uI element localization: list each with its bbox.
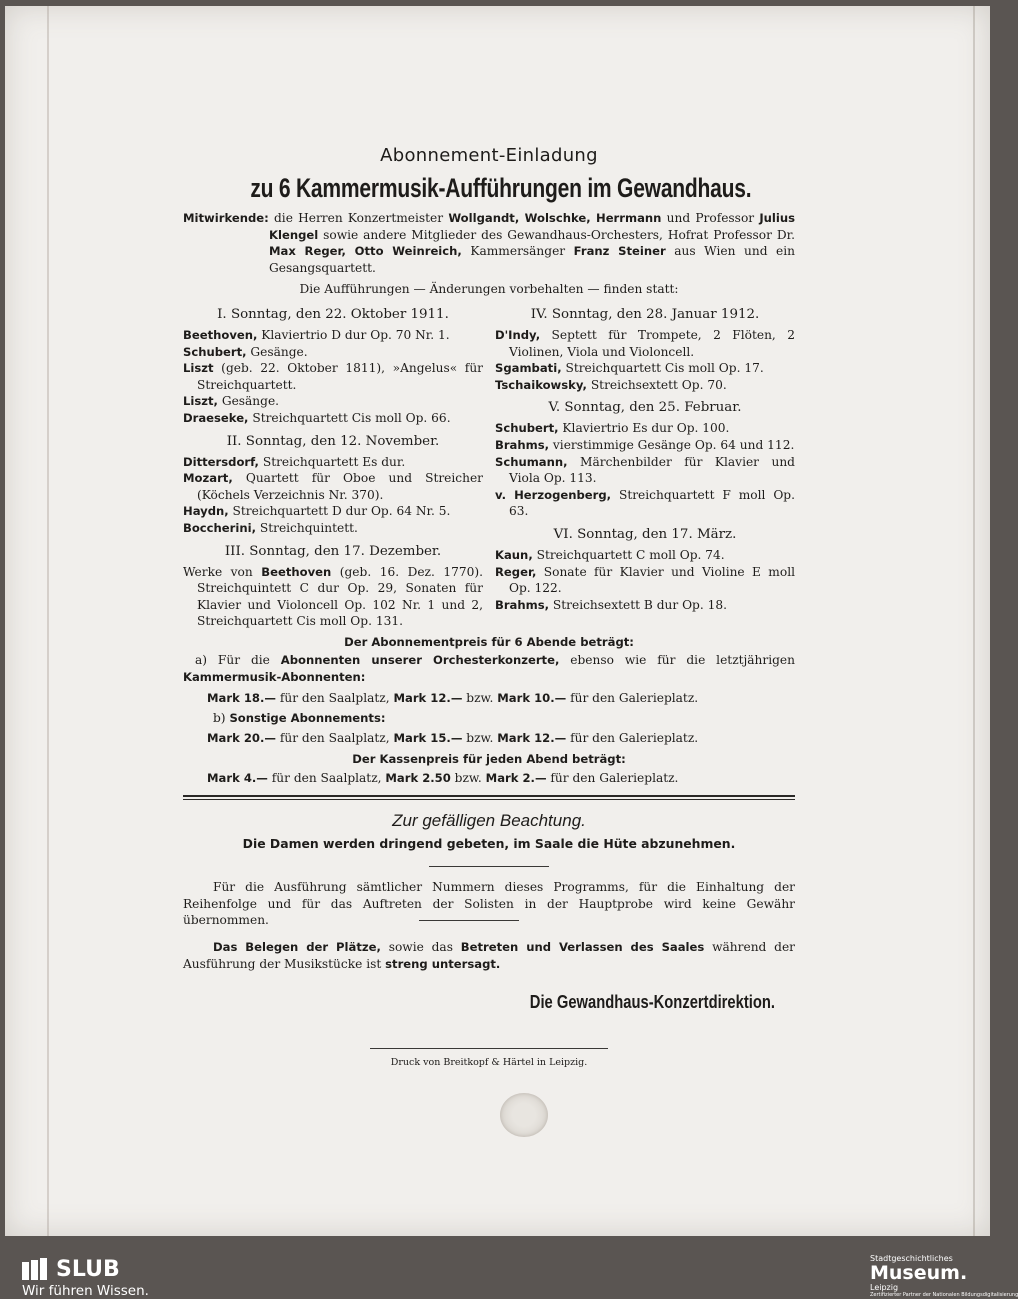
price-value: Mark 20.—: [207, 730, 276, 745]
concert-6-day: VI. Sonntag, den 17. März.: [553, 526, 737, 542]
kassenpreis-values: [183, 770, 795, 787]
museum-logo[interactable]: [868, 1254, 1018, 1298]
concert-1-item: [183, 393, 483, 410]
work: Streichsextett Op. 70.: [586, 377, 727, 392]
concert-column-right: [495, 300, 795, 630]
price-a-text: ebenso wie für die letztjährigen: [559, 653, 795, 668]
composer: Reger,: [495, 564, 537, 579]
concert-2-item: [183, 470, 483, 503]
composer: Brahms,: [495, 437, 550, 452]
printer-imprint: Druck von Breitkopf & Härtel in Leipzig.: [390, 1057, 588, 1069]
composer: Schumann,: [495, 454, 568, 469]
printer-rule: [370, 1048, 608, 1049]
document-page: [5, 6, 990, 1236]
mitw-names-4: Franz Steiner: [573, 244, 666, 259]
short-rule: [429, 866, 549, 867]
concert-4-item: [495, 377, 795, 394]
slub-logo-text[interactable]: SLUB: [56, 1257, 120, 1282]
slub-tagline: Wir führen Wissen.: [22, 1283, 149, 1299]
concert-1-item: [183, 360, 483, 393]
concert-1-item: [183, 410, 483, 427]
work: Klaviertrio Es dur Op. 100.: [558, 421, 730, 436]
abonnement-price-heading: Der Abonnementpreis für 6 Abende beträgt:: [344, 634, 634, 649]
work: Streichquartett D dur Op. 64 Nr. 5.: [228, 504, 451, 519]
work: Klaviertrio D dur Op. 70 Nr. 1.: [257, 327, 450, 342]
slub-logo-icon: [22, 1258, 48, 1280]
composer: D'Indy,: [495, 327, 541, 342]
concert-3-day: III. Sonntag, den 17. Dezember.: [224, 543, 442, 559]
composer: Draeseke,: [183, 410, 249, 425]
price-value: Mark 10.—: [497, 690, 567, 705]
notice-text: sowie das: [380, 940, 461, 954]
mitw-text-5: aus Wien und ein Gesangsquartett.: [269, 244, 796, 275]
concert-1-item: [183, 327, 483, 344]
museum-line-4: Zertifizierter Partner der Nationalen Bildungsdigitalisierung: [870, 1292, 1018, 1298]
concert-2-item: [183, 454, 483, 471]
title-line-1: Abonnement-Einladung: [380, 145, 598, 166]
concert-5-item: [495, 420, 795, 437]
footer-bar: [0, 1236, 1018, 1299]
price-text: für den Galerieplatz.: [546, 771, 679, 786]
price-value: Mark 2.—: [485, 771, 547, 786]
composer: Beethoven: [261, 564, 332, 579]
concert-6-item: [495, 597, 795, 614]
composer: Boccherini,: [183, 520, 256, 535]
work: (geb. 16. Dez. 1770). Streichquintett C dur Op. 29, Sonaten für Klavier und Violoncell Op. 102 Nr. 1 und 2, Streichquartett Cis moll Op. 131.: [197, 564, 483, 629]
notice-bold: streng untersagt.: [385, 956, 501, 971]
price-a-description: [183, 652, 795, 685]
work: Streichquartett Cis moll Op. 66.: [248, 410, 451, 425]
work: (geb. 22. Oktober 1811), »Angelus« für Streichquartett.: [197, 361, 483, 392]
price-value: Mark 4.—: [207, 771, 268, 786]
mitw-names-2: Julius Klengel: [269, 211, 795, 242]
notice-text: während der Ausführung der Musikstücke ist: [183, 940, 795, 971]
concert-1-item: [183, 344, 483, 361]
document-content: [183, 144, 795, 1072]
title-line-2: zu 6 Kammermusik-Aufführungen im Gewandhaus.: [250, 173, 752, 203]
price-b-text: b): [213, 711, 230, 726]
price-value: Mark 12.—: [497, 730, 567, 745]
price-value: Mark 12.—: [393, 690, 463, 705]
work: Gesänge.: [217, 394, 280, 409]
notice-bold: Das Belegen der Plätze,: [213, 940, 381, 954]
work: Streichquartett F moll Op. 63.: [509, 487, 795, 519]
inline-rule: [419, 920, 519, 921]
notice-bold: Betreten und Verlassen des Saales: [460, 940, 705, 954]
notice-hats: Die Damen werden dringend gebeten, im Saale die Hüte abzunehmen.: [242, 835, 736, 851]
price-a-bold: Abonnenten unserer Orchesterkonzerte,: [280, 653, 560, 668]
composer: Liszt,: [183, 394, 218, 409]
composer: Schubert,: [495, 421, 559, 436]
composer: Dittersdorf,: [183, 454, 259, 469]
mitw-text-2: und Professor: [661, 211, 760, 225]
composer: Brahms,: [495, 597, 550, 612]
mitw-text-3: sowie andere Mitglieder des Gewandhaus-Orchesters, Hofrat Professor Dr.: [318, 227, 795, 242]
mitw-text-1: die Herren Konzertmeister: [268, 211, 449, 225]
work: Streichquartett Es dur.: [258, 454, 406, 469]
work: Streichquartett Cis moll Op. 17.: [561, 361, 764, 376]
concert-column-left: [183, 300, 483, 630]
concert-2-item: [183, 520, 483, 537]
price-text: für den Galerieplatz.: [566, 690, 699, 705]
concert-4-day: IV. Sonntag, den 28. Januar 1912.: [530, 306, 760, 322]
price-a-text: a) Für die: [195, 653, 281, 668]
work: Sonate für Klavier und Violine E moll Op. 122.: [509, 564, 795, 596]
price-text: für den Galerieplatz.: [566, 730, 699, 745]
kassenpreis-heading: Der Kassenpreis für jeden Abend beträgt:: [352, 752, 626, 767]
concert-1-day: I. Sonntag, den 22. Oktober 1911.: [217, 306, 449, 322]
composer: Kaun,: [495, 547, 533, 562]
notice-guarantee: [183, 879, 795, 929]
work: Streichquintett.: [256, 520, 358, 535]
price-value: Mark 18.—: [207, 690, 276, 705]
mitwirkende-label: Mitwirkende:: [183, 211, 269, 225]
signature: Die Gewandhaus-Konzertdirektion.: [529, 992, 775, 1013]
price-text: bzw.: [462, 690, 498, 705]
mitwirkende-paragraph: [183, 210, 795, 276]
notice-heading: Zur gefälligen Beachtung.: [392, 810, 586, 830]
concert-4-item: [495, 360, 795, 377]
paper-edge-line: [973, 6, 975, 1236]
mitw-names-1: Wollgandt, Wolschke, Herrmann: [448, 211, 662, 225]
concert-2-day: II. Sonntag, den 12. November.: [226, 433, 440, 449]
concert-6-item: [495, 547, 795, 564]
work: Streichquartett C moll Op. 74.: [532, 547, 725, 562]
work: Werke von: [183, 564, 262, 579]
work: Septett für Trompete, 2 Flöten, 2 Violinen, Viola und Violoncell.: [509, 327, 795, 359]
concert-4-item: [495, 327, 795, 360]
price-value: Mark 2.50: [385, 771, 451, 786]
fold-line: [47, 6, 49, 1236]
mitw-names-3: Max Reger, Otto Weinreich,: [269, 244, 462, 259]
museum-line-2: Museum.: [870, 1262, 968, 1284]
work: vierstimmige Gesänge Op. 64 und 112.: [549, 437, 795, 452]
price-value: Mark 15.—: [393, 730, 463, 745]
notice-guarantee-text: Für die Ausführung sämtlicher Nummern dieses Programms, für die Einhaltung der Reihenfolge und für das Auftreten der Solisten in der Hauptprobe wird keine Gewähr übernommen.: [183, 880, 795, 928]
concert-6-item: [495, 564, 795, 597]
price-a-values: [183, 690, 795, 707]
price-text: für den Saalplatz,: [275, 690, 394, 705]
museum-line-1: Stadtgeschichtliches: [870, 1254, 953, 1263]
notice-seating: [183, 939, 795, 972]
composer: Schubert,: [183, 344, 247, 359]
concert-5-item: [495, 437, 795, 454]
concert-2-item: [183, 503, 483, 520]
price-b-description: [183, 710, 795, 727]
concert-5-item: [495, 487, 795, 520]
price-b-values: [183, 730, 795, 747]
work: Quartett für Oboe und Streicher (Köchels Verzeichnis Nr. 370).: [197, 471, 483, 502]
composer: Beethoven,: [183, 327, 258, 342]
embossed-seal: [500, 1093, 548, 1137]
concert-5-item: [495, 454, 795, 487]
price-b-bold: Sonstige Abonnements:: [229, 711, 386, 726]
composer: Sgambati,: [495, 361, 562, 376]
work: Gesänge.: [246, 344, 308, 359]
price-a-bold: Kammermusik-Abonnenten:: [183, 670, 366, 685]
composer: Mozart,: [183, 471, 233, 486]
composer: Liszt: [183, 361, 214, 376]
work: Märchenbilder für Klavier und Viola Op. 113.: [509, 454, 795, 486]
price-text: für den Saalplatz,: [275, 730, 394, 745]
price-text: für den Saalplatz,: [267, 771, 386, 786]
price-text: bzw.: [462, 730, 498, 745]
mitw-text-4: Kammersänger: [461, 244, 574, 259]
composer: Haydn,: [183, 504, 229, 519]
museum-line-3: Leipzig: [870, 1283, 899, 1292]
composer: Tschaikowsky,: [495, 377, 587, 392]
schedule-intro: Die Aufführungen — Änderungen vorbehalten — finden statt:: [299, 282, 679, 297]
work: Streichsextett B dur Op. 18.: [549, 597, 727, 612]
concert-3-item: [183, 564, 483, 630]
concert-columns: [183, 300, 795, 630]
concert-5-day: V. Sonntag, den 25. Februar.: [548, 400, 742, 416]
double-rule-divider: [183, 795, 795, 800]
composer: v. Herzogenberg,: [495, 487, 612, 502]
price-text: bzw.: [450, 771, 486, 786]
